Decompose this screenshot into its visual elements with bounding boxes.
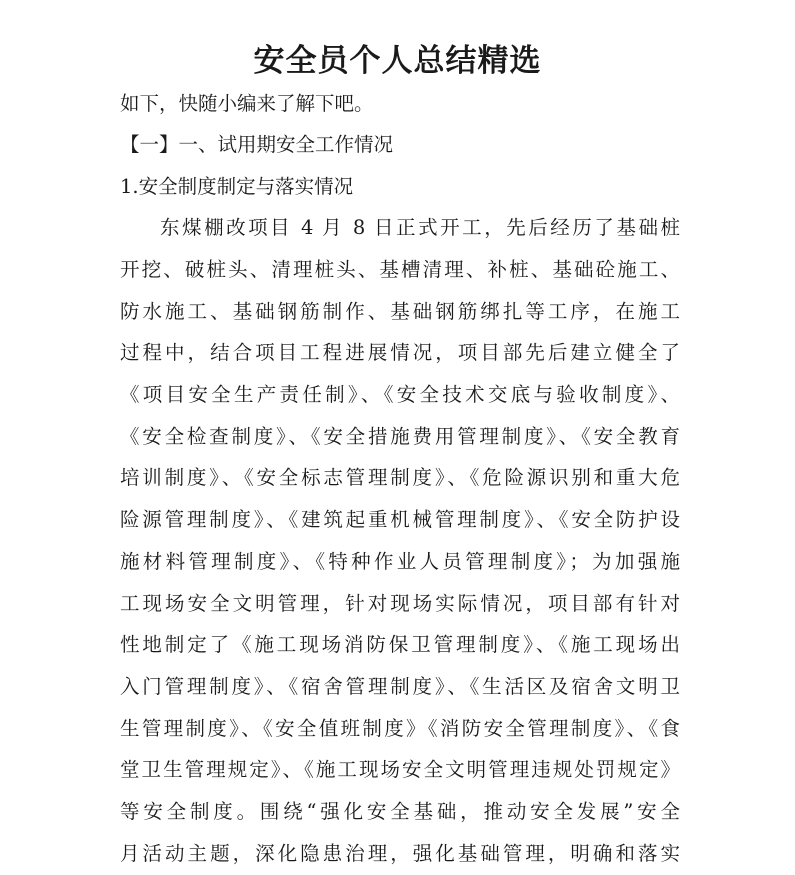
subsection-heading: 1.安全制度制定与落实情况 [120,175,354,198]
intro-text: 如下，快随小编来了解下吧。 [120,92,374,115]
section-heading: 【一】一、试用期安全工作情况 [120,133,394,156]
paragraph-line: 《安全检查制度》、《安全措施费用管理制度》、《安全教育 [120,425,680,448]
document-title: 安全员个人总结精选 [253,43,542,79]
paragraph-line: 工现场安全文明管理，针对现场实际情况，项目部有针对 [120,592,680,615]
paragraph-line: 施材料管理制度》、《特种作业人员管理制度》；为加强施 [120,550,680,573]
paragraph-line: 生管理制度》、《安全值班制度》《消防安全管理制度》、《食 [120,717,680,740]
paragraph-line: 性地制定了《施工现场消防保卫管理制度》、《施工现场出 [120,633,680,656]
paragraph-line: 月活动主题，深化隐患治理，强化基础管理，明确和落实 [120,842,680,865]
paragraph-line: 堂卫生管理规定》、《施工现场安全文明管理违规处罚规定》 [120,758,680,781]
paragraph-line: 东煤棚改项目 4 月 8 日正式开工，先后经历了基础桩 [160,216,680,239]
paragraph-line: 《项目安全生产责任制》、《安全技术交底与验收制度》、 [120,383,680,406]
paragraph-line: 入门管理制度》、《宿舍管理制度》、《生活区及宿舍文明卫 [120,675,680,698]
paragraph-line: 险源管理制度》、《建筑起重机械管理制度》、《安全防护设 [120,508,680,531]
paragraph-line: 等安全制度。围绕“强化安全基础，推动安全发展”安全 [120,800,680,823]
paragraph-line: 过程中，结合项目工程进展情况，项目部先后建立健全了 [120,341,680,364]
paragraph-line: 开挖、破桩头、清理桩头、基槽清理、补桩、基础砼施工、 [120,258,680,281]
paragraph-line: 培训制度》、《安全标志管理制度》、《危险源识别和重大危 [120,466,680,489]
paragraph-line: 防水施工、基础钢筋制作、基础钢筋绑扎等工序，在施工 [120,300,680,323]
